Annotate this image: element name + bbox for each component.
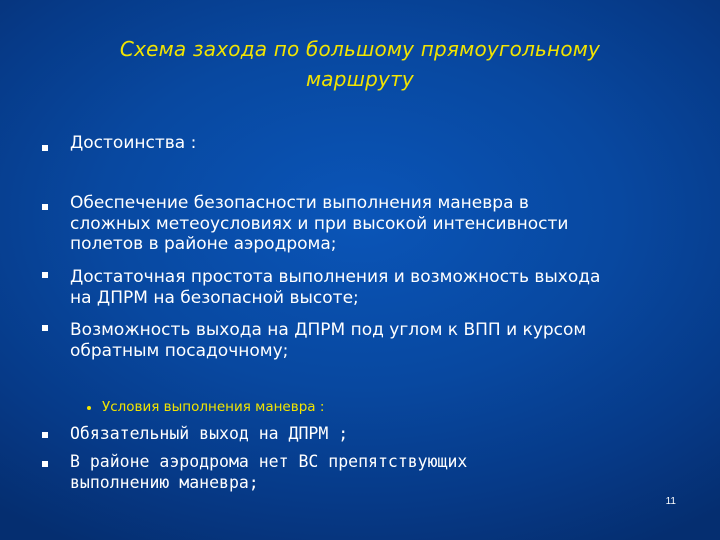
list-item-line: Достаточная простота выполнения и возможность выхода [70,267,601,287]
square-bullet-icon [42,432,48,438]
slide-title-line-1: Схема захода по большому прямоугольному [119,37,601,61]
square-bullet-icon [42,461,48,467]
list-item-line: В районе аэродрома нет ВС препятствующих [70,452,468,471]
list-item [70,193,700,255]
list-item-line: выполнению маневра; [70,472,259,492]
conditions-subheading: Условия выполнения маневра : [102,399,325,415]
square-bullet-icon [42,204,48,210]
page-number: 11 [665,496,676,507]
list-item [70,424,700,445]
list-item-line: сложных метеоусловиях и при высокой интенсивности [70,213,569,234]
list-item-line: полетов в районе аэродрома; [70,234,337,254]
list-item-line: на ДПРМ на безопасной высоте; [70,287,359,308]
list-item [70,267,700,308]
list-item [70,452,700,493]
list-item-line: Обязательный выход на ДПРМ ; [70,424,349,443]
slide-title-line-2: маршруту [306,67,414,91]
advantages-heading [70,133,700,154]
list-item-line: Возможность выхода на ДПРМ под углом к ВПП и курсом [70,320,587,340]
slide-title [60,34,660,94]
square-bullet-icon [42,272,48,278]
list-item-line: обратным посадочному; [70,340,289,361]
list-item-line: Достоинства : [70,133,197,153]
list-item-line: Обеспечение безопасности выполнения маневра в [70,193,529,213]
list-item [70,320,700,361]
square-bullet-icon [42,325,48,331]
round-bullet-icon [87,406,91,410]
square-bullet-icon [42,145,48,151]
